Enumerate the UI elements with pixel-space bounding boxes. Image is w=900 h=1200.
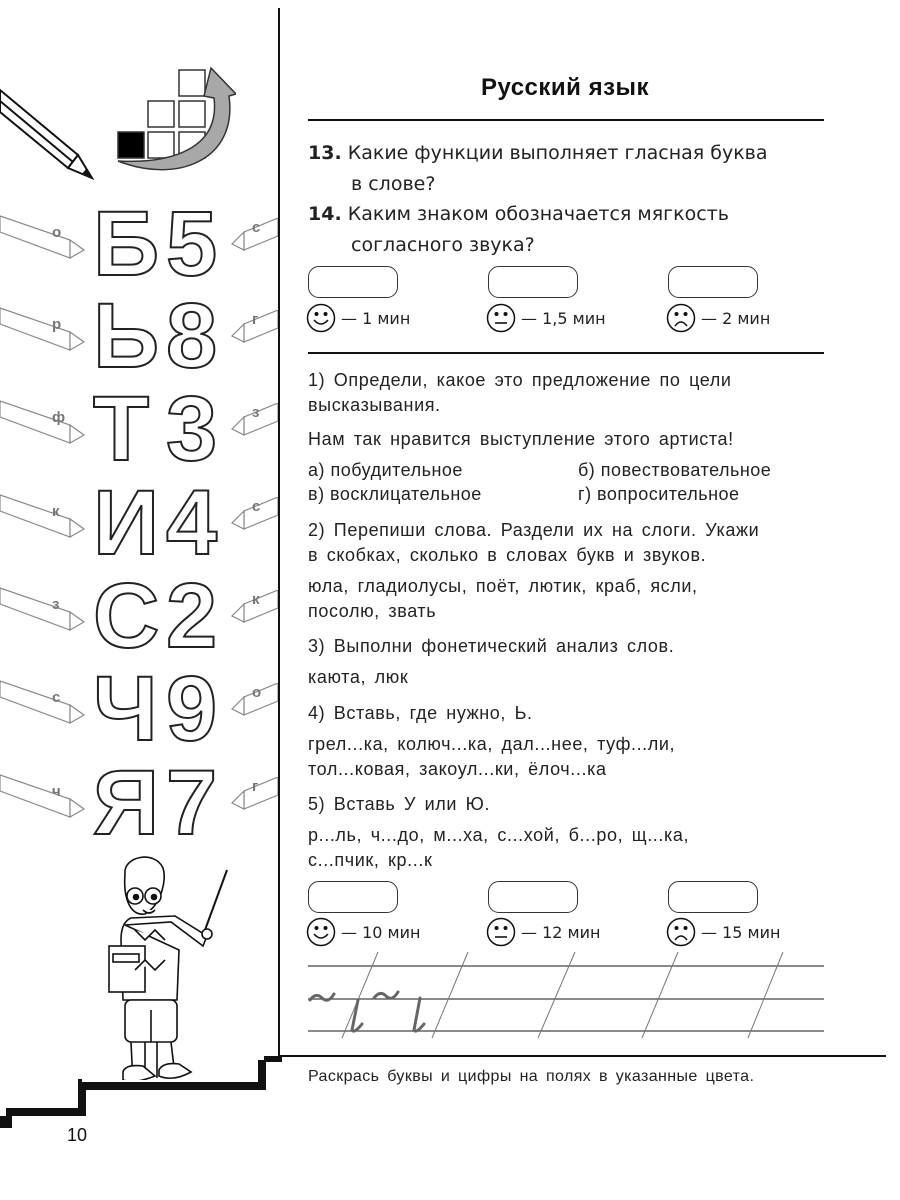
progress-steps-arrow-icon [116,66,236,180]
left-pencil-icon [0,395,88,445]
time-answer-box-slow[interactable] [668,881,758,913]
right-pencil-color-label: з [252,404,260,421]
sad-face-icon [666,917,696,947]
task-4-words: грел...ка, колюч...ка, дал...нее, туф...ли, [308,734,676,754]
time-estimate [486,917,600,947]
time-estimate-label: — 10 мин [341,922,421,942]
neutral-face-icon [486,303,516,333]
left-pencil-color-label: к [52,503,60,520]
left-pencil-icon [0,210,88,260]
sad-face-icon [666,303,696,333]
time-estimate-label: — 12 мин [521,922,601,942]
task-4 [308,701,828,782]
margin-divider-line [278,8,280,1056]
left-pencil-icon [0,769,88,819]
time-estimate-label: — 1 мин [341,308,411,328]
question-number: 13. [308,142,342,164]
question-text: Каким знаком обозначается мягкость [347,203,729,225]
task-3-words: каюта, люк [308,667,409,687]
left-pencil-icon [0,675,88,725]
right-pencil-color-label: о [252,684,262,701]
staircase-decoration [0,1052,282,1132]
pencil-icon [0,70,100,190]
right-pencil-color-label: к [252,591,260,608]
page-number: 10 [67,1125,88,1145]
outline-letter[interactable]: Ь [93,285,160,387]
left-pencil-icon [0,582,88,632]
left-pencil-color-label: ч [52,783,61,800]
time-estimate-label: — 1,5 мин [521,308,606,328]
right-pencil-color-label: с [252,219,261,236]
time-estimate [666,917,780,947]
right-pencil-color-label: с [252,498,261,515]
question-13 [308,138,828,200]
option-a[interactable]: а) побудительное [308,460,463,480]
neutral-face-icon [486,917,516,947]
left-pencil-icon [0,489,88,539]
time-answer-box-fast[interactable] [308,881,398,913]
page-title: Русский язык [480,74,650,101]
handwriting-sample [310,992,424,1031]
outline-digit[interactable]: 5 [166,193,218,295]
question-number: 14. [308,203,342,225]
task-5-words-cont: с...пчик, кр...к [308,850,433,870]
outline-digit[interactable]: 9 [166,658,218,760]
task-1-prompt-cont: высказывания. [308,395,441,415]
outline-letter[interactable]: Ч [93,658,158,760]
time-estimate [306,303,410,333]
title-divider [308,119,824,121]
task-1-prompt: 1) Определи, какое это предложение по цели [308,370,732,390]
handwriting-practice-lines[interactable] [300,950,830,1040]
outline-letter[interactable]: С [93,565,160,667]
question-text-cont: согласного звука? [351,234,535,256]
task-5 [308,792,828,873]
outline-letter[interactable]: Т [93,378,150,480]
happy-face-icon [306,303,336,333]
task-4-words-cont: тол...ковая, закоул...ки, ёлоч...ка [308,759,607,779]
left-pencil-color-label: р [52,316,62,333]
option-b[interactable]: б) повествовательное [578,460,772,480]
task-2 [308,518,828,624]
task-5-prompt: 5) Вставь У или Ю. [308,794,491,814]
outline-digit[interactable]: 3 [166,378,218,480]
task-5-words: р...ль, ч...до, м...ха, с...хой, б...ро, щ...ка, [308,825,690,845]
left-pencil-color-label: с [52,689,61,706]
time-answer-box-medium[interactable] [488,266,578,298]
outline-digit[interactable]: 2 [166,565,218,667]
left-pencil-color-label: ф [52,409,66,426]
task-1-sentence: Нам так нравится выступление этого артиста! [308,429,734,449]
outline-letter[interactable]: Б [93,193,160,295]
option-v[interactable]: в) восклицательное [308,484,482,504]
outline-digit[interactable]: 4 [166,472,218,574]
question-text: Какие функции выполняет гласная буква [347,142,768,164]
time-answer-box-fast[interactable] [308,266,398,298]
task-3 [308,634,828,690]
task-2-prompt: 2) Перепиши слова. Раздели их на слоги. Укажи [308,520,760,540]
time-answer-box-medium[interactable] [488,881,578,913]
left-pencil-color-label: о [52,224,62,241]
outline-digit[interactable]: 7 [166,752,218,854]
task-2-prompt-cont: в скобках, сколько в словах букв и звуков. [308,545,707,565]
outline-digit[interactable]: 8 [166,285,218,387]
right-pencil-color-label: г [252,778,259,795]
time-estimate-label: — 2 мин [701,308,771,328]
time-answer-box-slow[interactable] [668,266,758,298]
footer-instruction: Раскрась буквы и цифры на полях в указанные цвета. [308,1068,755,1085]
time-estimate [306,917,420,947]
task-2-words-cont: посолю, звать [308,601,437,621]
question-text-cont: в слове? [351,173,436,195]
right-pencil-color-label: г [252,311,259,328]
task-1 [308,368,828,452]
task-2-words: юла, гладиолусы, поёт, лютик, краб, ясли, [308,576,698,596]
left-pencil-color-label: з [52,596,60,613]
question-14 [308,199,828,261]
happy-face-icon [306,917,336,947]
option-g[interactable]: г) вопросительное [578,484,740,504]
time-estimate [486,303,606,333]
time-estimate [666,303,770,333]
boy-with-pointer-illustration [95,850,235,1080]
footer-divider [280,1055,886,1057]
outline-letter[interactable]: И [93,472,160,574]
outline-letter[interactable]: Я [93,752,160,854]
left-pencil-icon [0,302,88,352]
task-4-prompt: 4) Вставь, где нужно, Ь. [308,703,533,723]
time-estimate-label: — 15 мин [701,922,781,942]
section-divider [308,352,824,354]
task-1-options [308,458,828,506]
task-3-prompt: 3) Выполни фонетический анализ слов. [308,636,675,656]
